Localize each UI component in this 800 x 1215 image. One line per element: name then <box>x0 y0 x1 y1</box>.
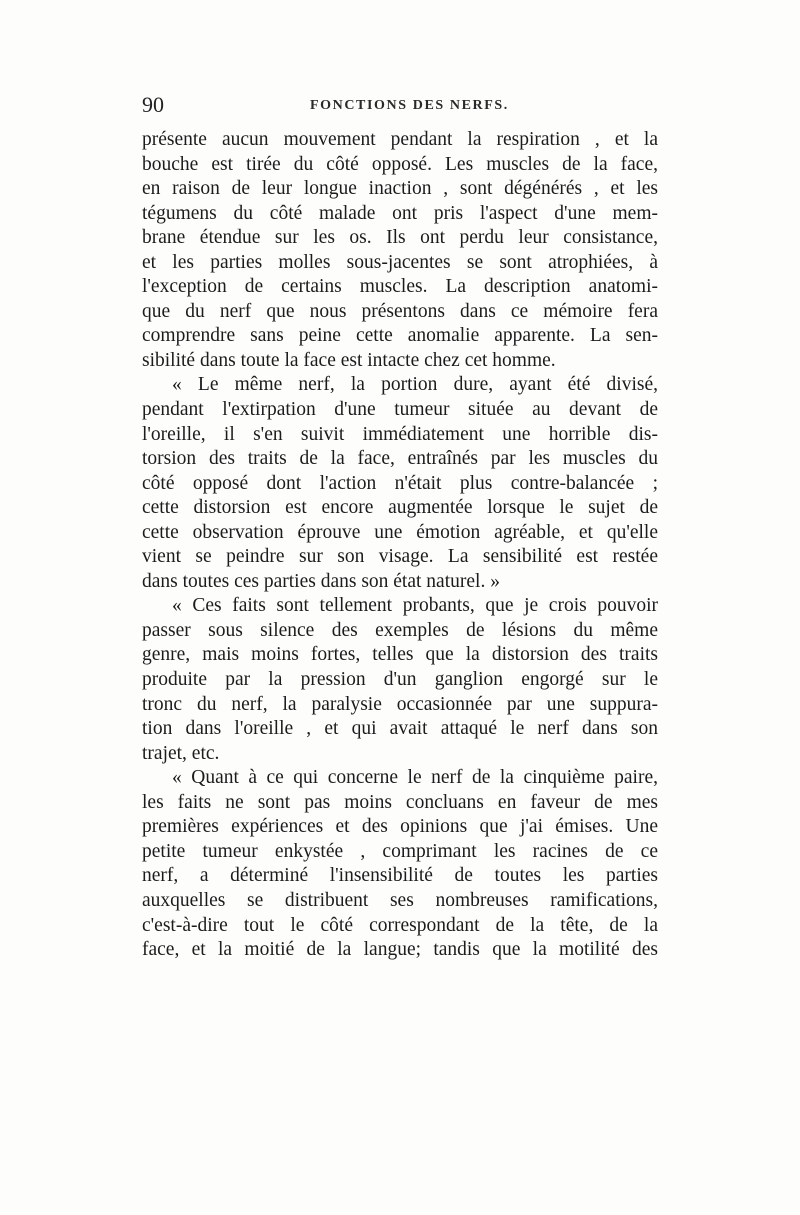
text-line: en raison de leur longue inaction , sont dégénérés , et les <box>142 178 658 200</box>
paragraph-start-line: « Ces faits sont tellement probants, que je crois pouvoir <box>172 595 658 617</box>
text-line: comprendre sans peine cette anomalie apparente. La sen- <box>142 325 658 347</box>
text-line: que du nerf que nous présentons dans ce mémoire fera <box>142 300 658 322</box>
text-line: tégumens du côté malade ont pris l'aspect d'une mem- <box>142 202 658 224</box>
text-line: présente aucun mouvement pendant la respiration , et la <box>142 129 658 150</box>
text-line: pendant l'extirpation d'une tumeur située au devant de <box>142 399 658 421</box>
text-line: brane étendue sur les os. Ils ont perdu leur consistance, <box>142 227 658 249</box>
text-line: sibilité dans toute la face est intacte chez cet homme. <box>142 349 556 371</box>
text-line: cette distorsion est encore augmentée lorsque le sujet de <box>142 497 658 519</box>
text-line: l'exception de certains muscles. La description anatomi- <box>142 276 658 298</box>
paragraph-start-line: « Quant à ce qui concerne le nerf de la cinquième paire, <box>172 767 658 789</box>
text-line: tronc du nerf, la paralysie occasionnée par une suppura- <box>142 693 658 715</box>
text-line: trajet, etc. <box>142 742 220 764</box>
running-head: FONCTIONS DES NERFS. <box>310 98 509 113</box>
text-line: petite tumeur enkystée , comprimant les racines de ce <box>142 840 658 862</box>
text-line: face, et la moitié de la langue; tandis que la motilité des <box>142 939 658 961</box>
text-line: côté opposé dont l'action n'était plus contre-balancée ; <box>142 472 658 494</box>
text-line: premières expériences et des opinions que j'ai émises. Une <box>142 816 658 838</box>
text-line: vient se peindre sur son visage. La sensibilité est restée <box>142 546 658 568</box>
text-line: les faits ne sont pas moins concluans en faveur de mes <box>142 791 658 813</box>
paragraph-start-line: « Le même nerf, la portion dure, ayant été divisé, <box>172 374 658 396</box>
body-text <box>142 128 658 963</box>
text-line: auxquelles se distribuent ses nombreuses ramifications, <box>142 889 658 911</box>
text-line: passer sous silence des exemples de lésions du même <box>142 619 658 641</box>
text-line: l'oreille, il s'en suivit immédiatement une horrible dis- <box>142 423 658 445</box>
text-line: et les parties molles sous-jacentes se sont atrophiées, à <box>142 251 658 273</box>
text-line: bouche est tirée du côté opposé. Les muscles de la face, <box>142 153 658 175</box>
page-number: 90 <box>142 92 164 117</box>
text-line: c'est-à-dire tout le côté correspondant de la tête, de la <box>142 914 658 936</box>
text-line: nerf, a déterminé l'insensibilité de toutes les parties <box>142 865 658 887</box>
page-header <box>142 92 658 122</box>
text-line: dans toutes ces parties dans son état naturel. » <box>142 570 500 592</box>
text-line: genre, mais moins fortes, telles que la distorsion des traits <box>142 644 658 666</box>
text-line: produite par la pression d'un ganglion engorgé sur le <box>142 669 658 691</box>
text-line: torsion des traits de la face, entraînés par les muscles du <box>142 448 658 470</box>
text-line: cette observation éprouve une émotion agréable, et qu'elle <box>142 521 658 543</box>
text-line: tion dans l'oreille , et qui avait attaqué le nerf dans son <box>142 718 658 740</box>
